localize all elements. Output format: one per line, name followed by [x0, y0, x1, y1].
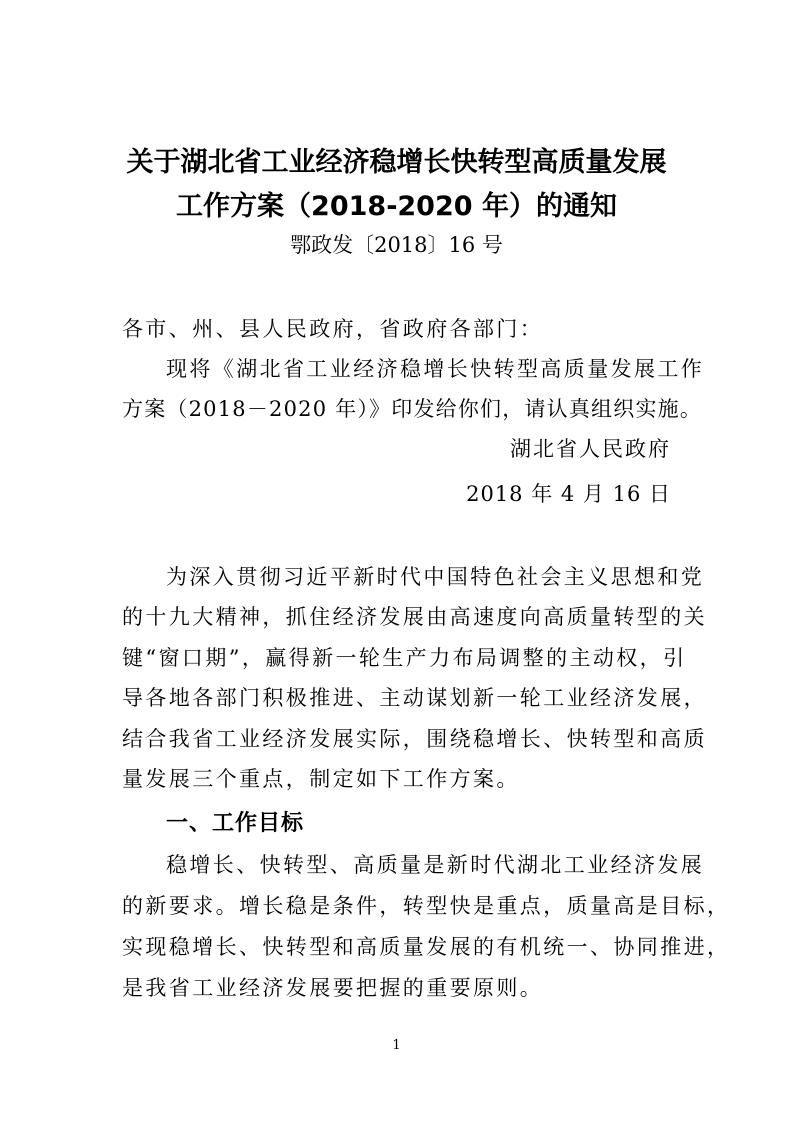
notice-body-line: 现将《湖北省工业经济稳增长快转型高质量发展工作 — [166, 357, 705, 381]
intro-line: 为深入贯彻习近平新时代中国特色社会主义思想和党 — [166, 565, 705, 589]
issuer: 湖北省人民政府 — [510, 437, 671, 461]
intro-line: 导各地各部门积极推进、主动谋划新一轮工业经济发展， — [122, 686, 707, 710]
intro-line: 的十九大精神，抓住经济发展由高速度向高质量转型的关 — [122, 605, 707, 629]
section-heading: 一、工作目标 — [166, 811, 305, 836]
page-number: 1 — [392, 1038, 401, 1053]
document-number: 鄂政发〔2018〕16 号 — [290, 233, 503, 257]
intro-line: 量发展三个重点，制定如下工作方案。 — [122, 767, 520, 791]
document-title-line-1: 关于湖北省工业经济稳增长快转型高质量发展 — [126, 147, 667, 178]
document-title-line-2: 工作方案（2018-2020 年）的通知 — [176, 191, 617, 222]
section-line: 是我省工业经济发展要把握的重要原则。 — [122, 976, 544, 1000]
section-line: 稳增长、快转型、高质量是新时代湖北工业经济发展 — [166, 853, 705, 877]
section-line: 实现稳增长、快转型和高质量发展的有机统一、协同推进， — [122, 935, 731, 959]
intro-line: 结合我省工业经济发展实际，围绕稳增长、快转型和高质 — [122, 727, 707, 751]
addressee: 各市、州、县人民政府，省政府各部门： — [122, 317, 544, 341]
issue-date: 2018 年 4 月 16 日 — [466, 482, 671, 506]
intro-line: 键“窗口期”，赢得新一轮生产力布局调整的主动权，引 — [122, 646, 687, 670]
notice-body-line: 方案（2018－2020 年）》印发给你们，请认真组织实施。 — [122, 397, 703, 421]
section-line: 的新要求。增长稳是条件，转型快是重点，质量高是目标， — [122, 894, 731, 918]
